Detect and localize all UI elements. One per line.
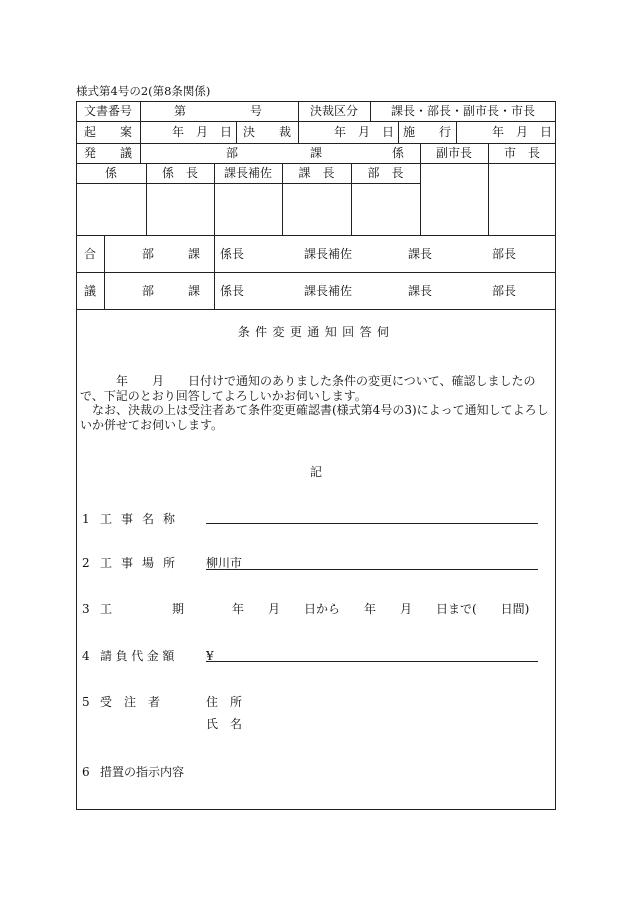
document-number-go: 号	[249, 104, 262, 118]
item6-label: 措置の指示内容	[100, 765, 185, 779]
item3-number: 3	[82, 602, 90, 616]
enforcement-date: 年 月 日	[491, 125, 552, 139]
approval-label: 決 裁	[242, 125, 291, 139]
consult-row2-assistant-manager: 課長補佐	[304, 284, 353, 298]
consult-row2-section: 課	[188, 284, 201, 298]
consult-row1-assistant-manager: 課長補佐	[304, 247, 353, 261]
row-divider	[76, 309, 556, 310]
document-number-label: 文書番号	[83, 104, 132, 118]
stamp-staff-label: 係	[104, 166, 117, 180]
body-paragraph-1: 年 月 日付けで通知のありました条件の変更について、確認しましたので、下記のとおり回答してよろしいかお伺いします。	[80, 374, 536, 403]
col-divider	[214, 235, 215, 309]
item5-name-label: 氏 名	[206, 717, 243, 731]
consult-row2-chief: 係長	[220, 284, 245, 298]
proposal-unit: 係	[391, 146, 404, 160]
item4-value: ¥	[206, 649, 214, 663]
enforcement-label: 施 行	[402, 125, 451, 139]
col-divider	[140, 101, 141, 121]
document-title: 条件変更通知回答伺	[237, 325, 395, 339]
item2-value: 柳川市	[206, 556, 243, 570]
item6-number: 6	[82, 765, 90, 779]
item1-underline	[206, 523, 538, 524]
mayor-label: 市 長	[503, 146, 540, 160]
decision-category-label: 決裁区分	[309, 104, 358, 118]
document-number-dai: 第	[173, 104, 186, 118]
proposal-section: 課	[309, 146, 322, 160]
consult-row1-chief: 係長	[220, 247, 245, 261]
body-paragraph-2: なお、決裁の上は受注者あて条件変更確認書(様式第4号の3)によって通知してよろしいか併せてお伺いします。	[80, 403, 549, 432]
consult-row1-department-manager: 部長	[492, 247, 517, 261]
consult-row2-department-manager: 部長	[492, 284, 517, 298]
draft-date: 年 月 日	[171, 125, 232, 139]
proposal-label: 発 議	[83, 146, 132, 160]
consult-row2-section-manager: 課長	[408, 284, 433, 298]
item2-number: 2	[82, 556, 90, 570]
item1-number: 1	[82, 512, 90, 526]
item5-address-label: 住 所	[206, 695, 243, 709]
row-divider	[76, 183, 420, 184]
stamp-chief-label: 係 長	[161, 166, 198, 180]
consult-label-go: 合	[83, 246, 96, 261]
form-label: 様式第4号の2(第8条関係)	[76, 84, 211, 98]
proposal-department: 部	[225, 146, 238, 160]
col-divider	[104, 235, 105, 309]
consult-row1-section-manager: 課長	[408, 247, 433, 261]
stamp-department-manager-label: 部 長	[367, 166, 404, 180]
approval-date: 年 月 日	[333, 125, 394, 139]
item5-number: 5	[82, 695, 90, 709]
stamp-section-manager-label: 課 長	[298, 166, 335, 180]
draft-label: 起 案	[83, 125, 132, 139]
consult-row1-department: 部	[142, 247, 155, 261]
consult-label-gi: 議	[83, 283, 96, 298]
item2-underline	[206, 569, 538, 570]
deputy-mayor-label: 副市長	[435, 146, 472, 160]
item4-underline	[206, 661, 538, 662]
row-divider	[76, 272, 556, 273]
item3-label-a: 工	[100, 602, 113, 616]
consult-row2-department: 部	[142, 284, 155, 298]
item1-label: 工事名称	[100, 512, 185, 526]
consult-row1-section: 課	[188, 247, 201, 261]
item3-value: 年 月 日から 年 月 日まで( 日間)	[232, 602, 530, 616]
item3-label-b: 期	[172, 602, 185, 616]
decision-category-values: 課長・部長・副市長・市長	[390, 104, 535, 118]
item4-number: 4	[82, 649, 90, 663]
item4-label: 請負代金額	[100, 649, 179, 663]
row-divider	[76, 235, 556, 236]
item2-label: 工事場所	[100, 556, 185, 570]
stamp-assistant-manager-label: 課長補佐	[223, 166, 272, 180]
item5-label: 受 注 者	[100, 695, 161, 709]
col-divider	[140, 143, 141, 163]
ki-heading: 記	[309, 465, 322, 479]
